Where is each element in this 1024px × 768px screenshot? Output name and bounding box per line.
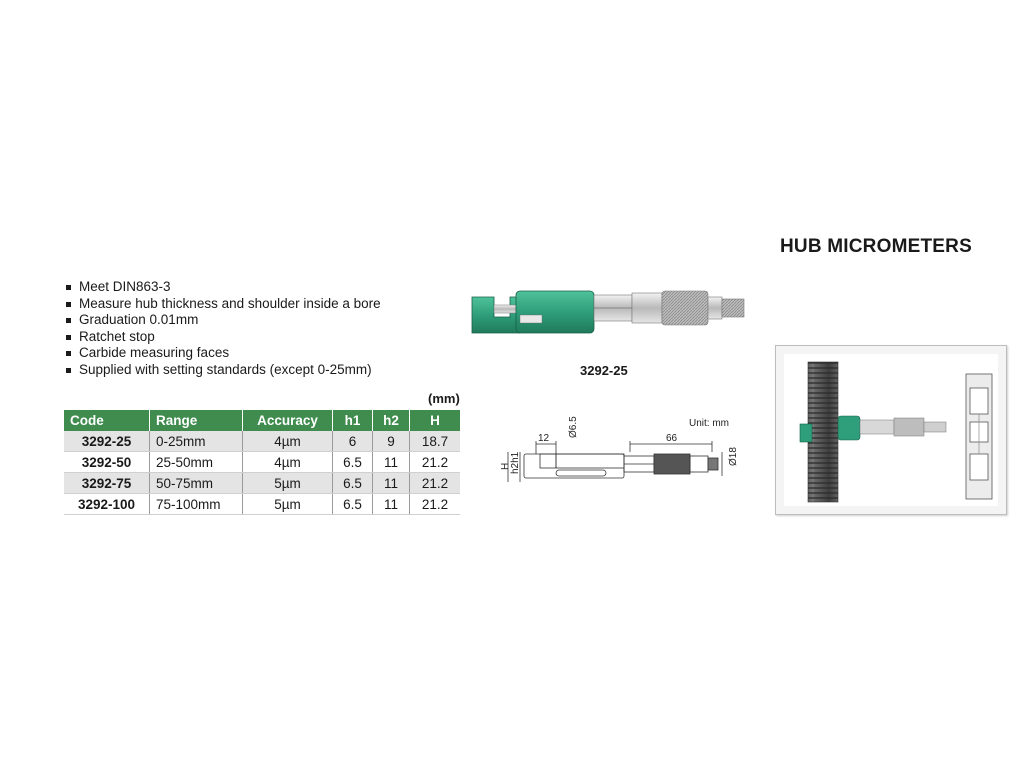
feature-item: Measure hub thickness and shoulder inside a bore [66,296,381,313]
cell-accuracy: 5µm [243,473,333,494]
cell-h2: 9 [373,431,410,452]
cell-H: 21.2 [410,473,461,494]
cell-accuracy: 4µm [243,452,333,473]
feature-list [66,279,381,379]
application-photo [784,354,998,506]
table-header-row [64,410,460,431]
bullet-icon [66,351,71,356]
micrometer-product-image [470,283,750,343]
cell-code: 3292-50 [64,452,150,473]
cell-h2: 11 [373,452,410,473]
feature-item: Ratchet stop [66,329,381,346]
dim-d65: Ø6.5 [568,416,579,438]
product-caption: 3292-25 [580,363,628,378]
dim-66: 66 [666,433,678,444]
dim-d18: Ø18 [728,447,739,466]
cell-accuracy: 4µm [243,431,333,452]
cell-h1: 6 [333,431,373,452]
gear-with-micrometer-image [784,354,998,506]
cell-code: 3292-25 [64,431,150,452]
cell-accuracy: 5µm [243,494,333,515]
header-H: H [410,410,461,431]
bullet-icon [66,368,71,373]
dim-H: H [500,462,511,470]
drawing-unit-label: Unit: mm [689,418,729,429]
bullet-icon [66,335,71,340]
header-h1: h1 [333,410,373,431]
cell-h1: 6.5 [333,473,373,494]
spec-table [64,410,460,515]
bullet-icon [66,318,71,323]
feature-item: Supplied with setting standards (except 0-25mm) [66,362,381,379]
table-row [64,431,460,452]
table-row [64,473,460,494]
dim-12: 12 [538,433,550,444]
header-accuracy: Accuracy [243,410,333,431]
cell-H: 21.2 [410,452,461,473]
table-unit-label: (mm) [428,391,460,406]
page-title: HUB MICROMETERS [780,236,972,257]
cell-range: 75-100mm [150,494,243,515]
header-code: Code [64,410,150,431]
dim-h2h1: h2h1 [510,451,521,474]
cell-range: 25-50mm [150,452,243,473]
cell-range: 50-75mm [150,473,243,494]
cell-h1: 6.5 [333,494,373,515]
table-row [64,452,460,473]
cell-h2: 11 [373,473,410,494]
cell-range: 0-25mm [150,431,243,452]
header-range: Range [150,410,243,431]
cell-code: 3292-75 [64,473,150,494]
feature-item: Graduation 0.01mm [66,312,381,329]
feature-item: Carbide measuring faces [66,345,381,362]
bullet-icon [66,302,71,307]
cell-code: 3292-100 [64,494,150,515]
table-row [64,494,460,515]
cell-h2: 11 [373,494,410,515]
cell-h1: 6.5 [333,452,373,473]
bullet-icon [66,285,71,290]
cell-H: 21.2 [410,494,461,515]
feature-item: Meet DIN863-3 [66,279,381,296]
header-h2: h2 [373,410,410,431]
dimension-drawing [500,414,740,494]
application-photo-frame [775,345,1007,515]
cell-H: 18.7 [410,431,461,452]
